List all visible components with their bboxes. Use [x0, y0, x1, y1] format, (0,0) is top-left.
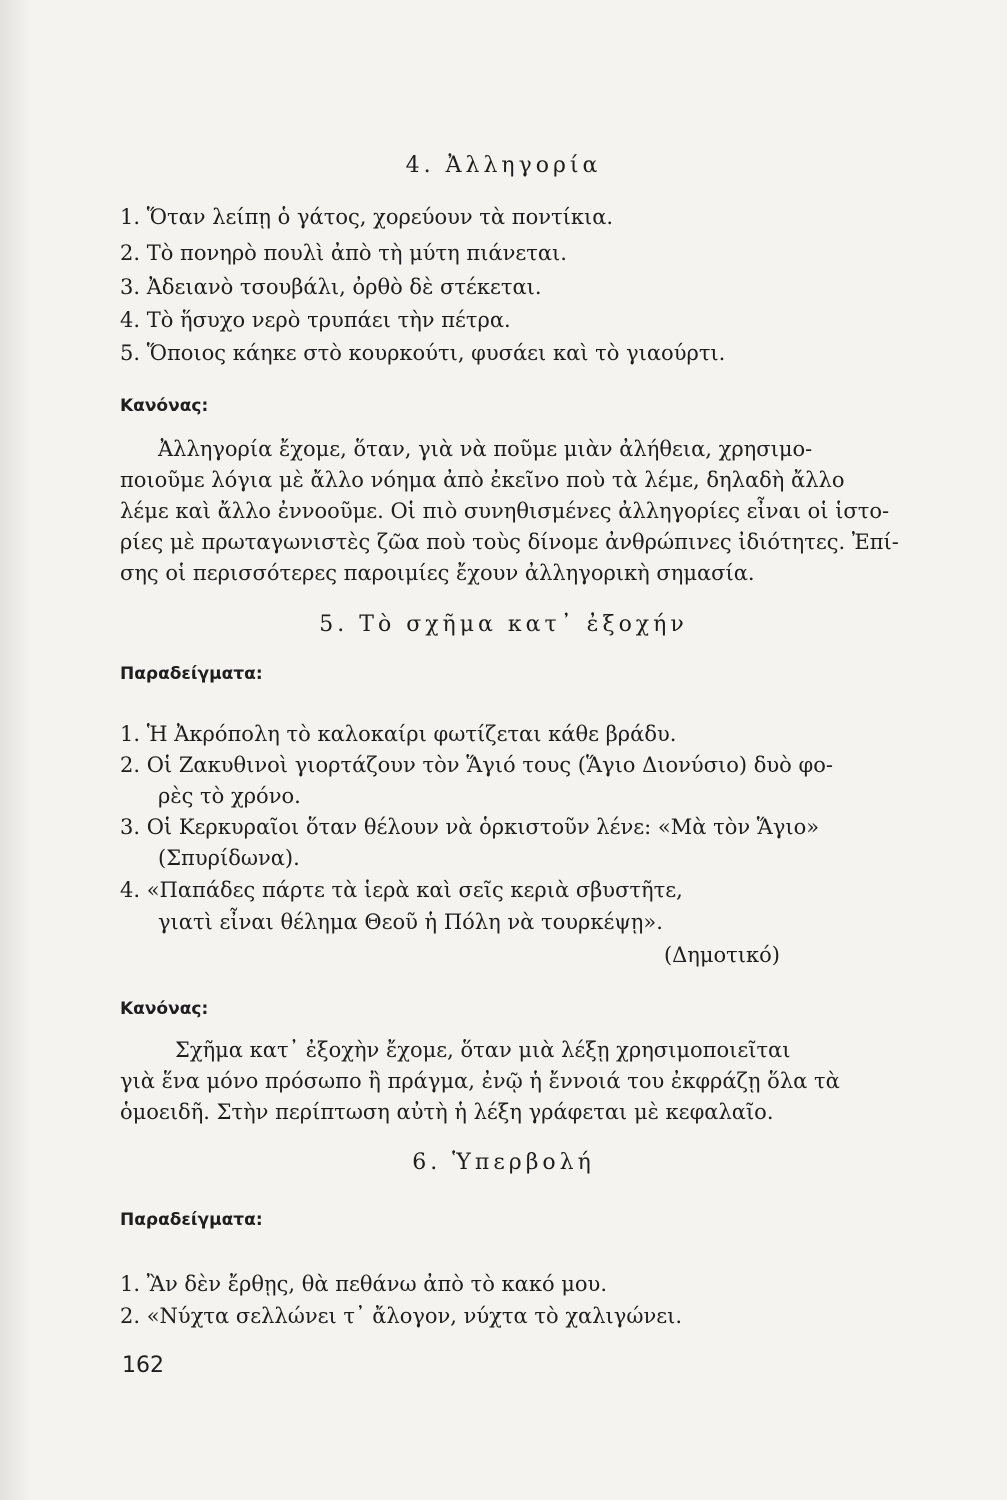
s5-rule-label: Κανόνας:	[120, 999, 209, 1019]
s5-rule-line-2: γιὰ ἕνα μόνο πρόσωπο ἢ πράγμα, ἐνῷ ἡ ἔννοιά του ἐκφράζῃ ὅλα τὰ	[120, 1069, 840, 1093]
s4-example-5: 5. Ὅποιος κάηκε στὸ κουρκούτι, φυσάει καὶ τὸ γιαούρτι.	[120, 341, 726, 365]
section-5-title: 5. Τὸ σχῆμα κατ᾽ ἐξοχήν	[319, 612, 688, 637]
s6-example-line-2: 2. «Νύχτα σελλώνει τ᾽ ἄλογον, νύχτα τὸ χαλιγώνει.	[120, 1304, 682, 1328]
s5-attribution: (Δημοτικό)	[663, 943, 780, 967]
s5-example-line-1: 1. Ἡ Ἀκρόπολη τὸ καλοκαίρι φωτίζεται κάθε βράδυ.	[120, 722, 677, 746]
s5-example-line-7: γιατὶ εἶναι θέλημα Θεοῦ ἡ Πόλη νὰ τουρκέψῃ».	[158, 910, 663, 934]
s5-example-line-5: (Σπυρίδωνα).	[158, 846, 300, 870]
s4-example-2: 2. Τὸ πονηρὸ πουλὶ ἀπὸ τὴ μύτη πιάνεται.	[120, 241, 567, 265]
s5-example-line-3: ρὲς τὸ χρόνο.	[158, 784, 301, 808]
s4-example-3: 3. Ἀδειανὸ τσουβάλι, ὀρθὸ δὲ στέκεται.	[120, 275, 542, 299]
s5-example-line-2: 2. Οἱ Ζακυθινοὶ γιορτάζουν τὸν Ἅγιό τους (Ἅγιο Διονύσιο) δυὸ φο-	[120, 753, 833, 777]
section-6-title: 6. Ὑπερβολή	[412, 1150, 595, 1175]
s6-example-line-1: 1. Ἂν δὲν ἔρθῃς, θὰ πεθάνω ἀπὸ τὸ κακό μου.	[120, 1272, 607, 1296]
s5-examples-label: Παραδείγματα:	[120, 664, 263, 684]
page-number: 162	[122, 1353, 164, 1378]
s5-rule-line-3: ὁμοειδῆ. Στὴν περίπτωση αὐτὴ ἡ λέξη γράφεται μὲ κεφαλαῖο.	[120, 1100, 774, 1124]
s4-rule-line-1: Ἀλληγορία ἔχομε, ὅταν, γιὰ νὰ ποῦμε μιὰν ἀλήθεια, χρησιμο-	[158, 437, 813, 461]
s5-example-line-6: 4. «Παπάδες πάρτε τὰ ἱερὰ καὶ σεῖς κεριὰ σβυστῆτε,	[120, 878, 683, 902]
s4-rule-label: Κανόνας:	[120, 396, 209, 416]
s4-rule-line-2: ποιοῦμε λόγια μὲ ἄλλο νόημα ἀπὸ ἐκεῖνο ποὺ τὰ λέμε, δηλαδὴ ἄλλο	[120, 468, 845, 492]
s4-example-1: 1. Ὅταν λείπῃ ὁ γάτος, χορεύουν τὰ ποντίκια.	[120, 205, 614, 229]
s4-rule-line-3: λέμε καὶ ἄλλο ἐννοοῦμε. Οἱ πιὸ συνηθισμένες ἀλληγορίες εἶναι οἱ ἱστο-	[120, 499, 890, 523]
s5-rule-line-1: Σχῆμα κατ᾽ ἐξοχὴν ἔχομε, ὅταν μιὰ λέξῃ χρησιμοποιεῖται	[175, 1038, 791, 1062]
s4-rule-line-4: ρίες μὲ πρωταγωνιστὲς ζῶα ποὺ τοὺς δίνομε ἀνθρώπινες ἰδιότητες. Ἐπί-	[120, 530, 899, 554]
s4-example-4: 4. Τὸ ἥσυχο νερὸ τρυπάει τὴν πέτρα.	[120, 308, 511, 332]
s6-examples-label: Παραδείγματα:	[120, 1210, 263, 1230]
s5-example-line-4: 3. Οἱ Κερκυραῖοι ὅταν θέλουν νὰ ὁρκιστοῦν λένε: «Μὰ τὸν Ἅγιο»	[120, 815, 820, 839]
s4-rule-line-5: σης οἱ περισσότερες παροιμίες ἔχουν ἀλληγορικὴ σημασία.	[120, 561, 755, 585]
section-4-title: 4. Ἀλληγορία	[405, 153, 602, 178]
